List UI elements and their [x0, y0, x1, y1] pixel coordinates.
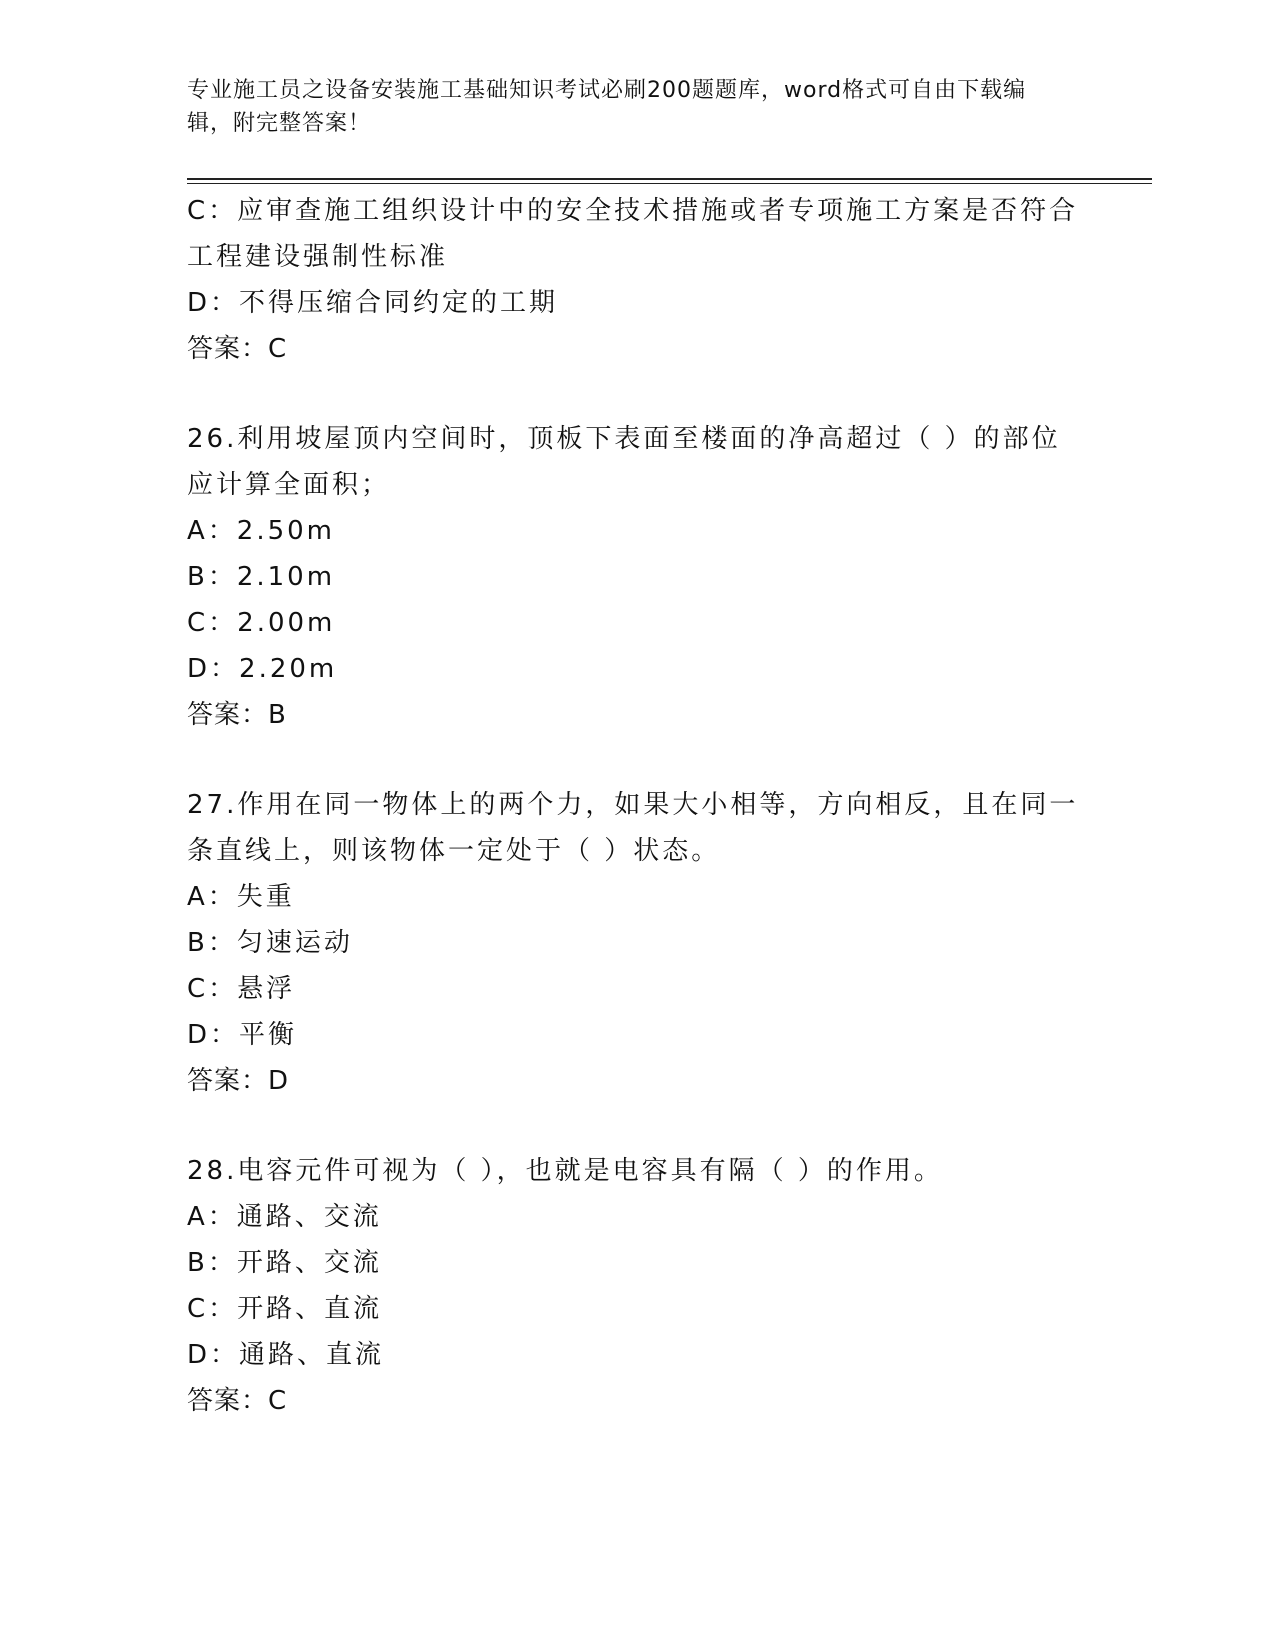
question-text: 27.作用在同一物体上的两个力，如果大小相等，方向相反，且在同一条直线上，则该物体一定处于（ ）状态。: [187, 790, 1079, 866]
answer-line: 答案：C: [187, 1386, 288, 1416]
option-d: D：2.20m: [187, 654, 338, 684]
header-title: 专业施工员之设备安装施工基础知识考试必刷200题题库，word格式可自由下载编辑，附完整答案！: [187, 78, 1027, 136]
question-block-26: [187, 416, 1087, 738]
answer-line: 答案：C: [187, 334, 288, 364]
question-block-28: [187, 1148, 1087, 1424]
option-b: B：开路、交流: [187, 1248, 382, 1278]
question-text: 28.电容元件可视为（ ），也就是电容具有隔（ ）的作用。: [187, 1156, 943, 1186]
option-d: D：通路、直流: [187, 1340, 385, 1370]
header-divider-thick: [187, 178, 1152, 180]
document-header: [187, 74, 1067, 140]
option-d: D：平衡: [187, 1020, 298, 1050]
option-c: C：开路、直流: [187, 1294, 383, 1324]
option-c: C：应审查施工组织设计中的安全技术措施或者专项施工方案是否符合工程建设强制性标准: [187, 196, 1079, 272]
option-c: C：2.00m: [187, 608, 336, 638]
question-block-25: [187, 188, 1087, 372]
spacer: [187, 738, 1087, 782]
option-a: A：通路、交流: [187, 1202, 382, 1232]
spacer: [187, 1104, 1087, 1148]
question-text: 26.利用坡屋顶内空间时，顶板下表面至楼面的净高超过（ ）的部位应计算全面积；: [187, 424, 1061, 500]
header-divider-thin: [187, 183, 1152, 184]
option-b: B：匀速运动: [187, 928, 353, 958]
option-a: A：2.50m: [187, 516, 336, 546]
answer-line: 答案：D: [187, 1066, 290, 1096]
spacer: [187, 372, 1087, 416]
document-body: [187, 188, 1087, 1424]
option-a: A：失重: [187, 882, 295, 912]
option-c: C：悬浮: [187, 974, 296, 1004]
option-d: D：不得压缩合同约定的工期: [187, 288, 559, 318]
option-b: B：2.10m: [187, 562, 336, 592]
question-block-27: [187, 782, 1087, 1104]
answer-line: 答案：B: [187, 700, 287, 730]
